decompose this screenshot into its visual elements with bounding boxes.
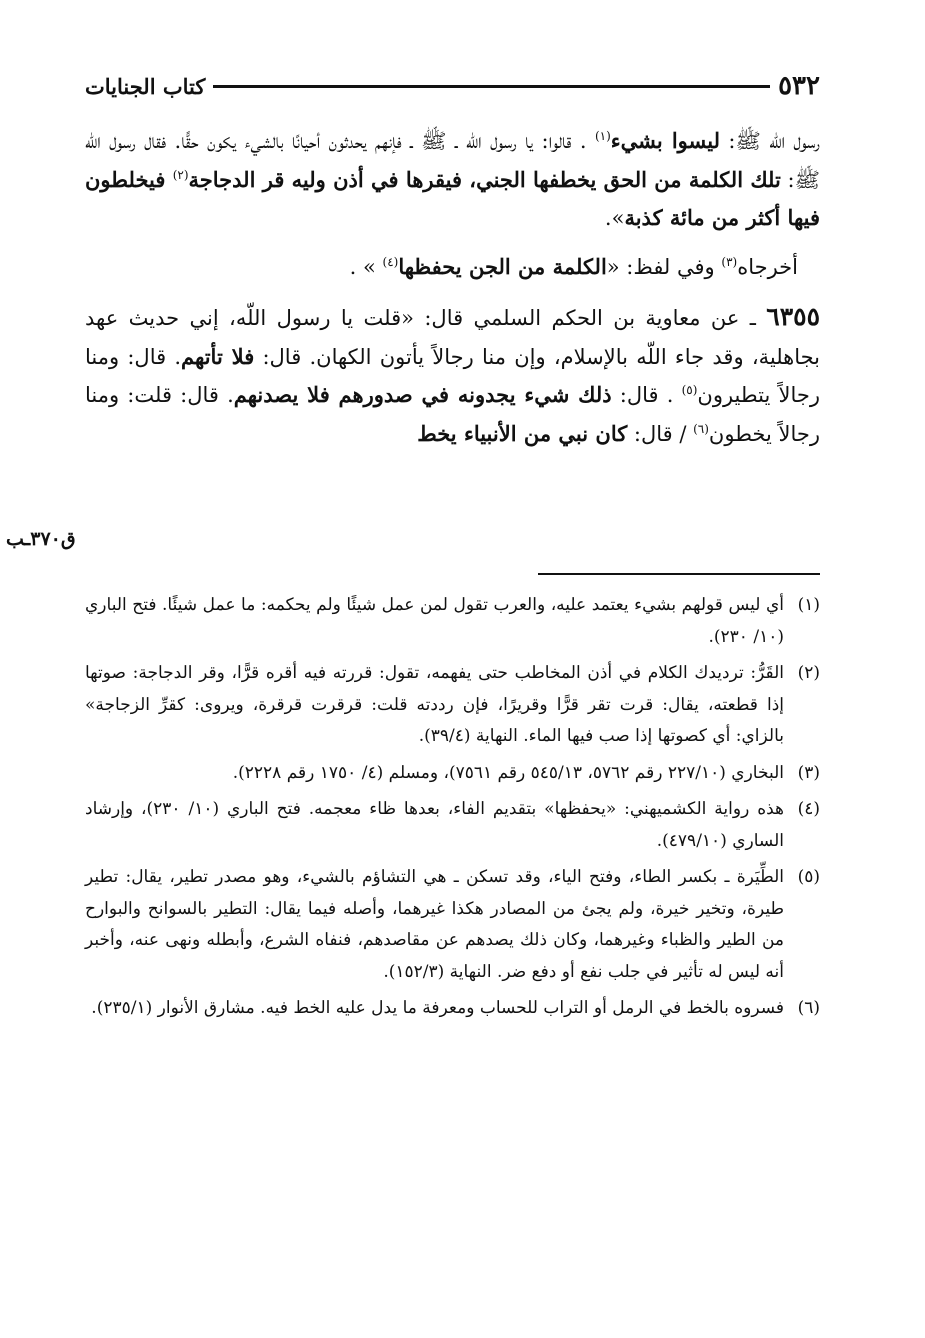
text-run: . قال: [611,383,682,407]
main-text [85,122,820,453]
text-run: / قال: [627,421,694,446]
footnote-text: القَرُّ: ترديدك الكلام في أذن المخاطب حتى يفهمه، تقول: قررته فيه أقره قرًّا، وقر الدجاجة: صوتها إذا قطعته، يقال: قرت تقر قرًّا وقريرًا، فإن رددته قلت: قرقرت قرقرة، ويروى: كقرِّ الزجاجة» بالزاي: أي كصوتها إذا صب فيها الماء. النهاية (٣٩/٤). [85,663,784,746]
footnote-number: (٣) [797,762,820,783]
text-run: وفي لفظ: « [606,254,722,279]
text-run: » . [349,254,383,279]
footnote [85,658,820,753]
paragraph-hadith-6355 [85,298,820,453]
text-run: . قالوا: يا رسول اللّه ـ ﷺ ـ فإنهم يحدثون أحيانًا بالشيء يكون حقًّا. فقال رسول اللّه ﷺ: [85,129,820,192]
footnote [85,758,820,790]
footnote-text: أي ليس قولهم بشيء يعتمد عليه، والعرب تقول لمن عمل شيئًا ولم يحكمه: ما عمل شيئًا. فتح الباري (١٠/ ٢٣٠). [85,595,784,647]
text-run: رسول اللّه ﷺ: [719,129,820,153]
footnote-text: هذه رواية الكشميهني: «يحفظها» بتقديم الفاء، بعدها ظاء معجمه. فتح الباري (١٠/ ٢٣٠)، وإرشاد الساري (٤٧٩/١٠). [85,799,784,851]
text-run: أخرجاه [737,254,798,279]
footnote-ref-5: (٥) [681,383,698,397]
manuscript-margin-note: ق٣٧٠ـب [6,528,76,550]
footnote-ref-4: (٤) [382,254,399,269]
bold-text: ذلك شيء يجدونه في صدورهم فلا يصدنهم [233,382,612,407]
footnote [85,794,820,857]
footnote-number: (٤) [797,799,820,819]
footnote-number: (١) [797,595,820,615]
bold-text: تلك الكلمة من الحق يخطفها الجني، فيقرها في أذن وليه قر الدجاجة [188,166,781,192]
footnotes [85,590,820,1030]
footnote-number: (٥) [797,867,820,887]
footnote-ref-3: (٣) [721,254,738,269]
footnote-text: البخاري (٢٢٧/١٠ رقم ٥٧٦٢، ٥٤٥/١٣ رقم ٧٥٦١)، ومسلم (٤/ ١٧٥٠ رقم ٢٢٢٨). [232,762,784,783]
bold-text: كان نبي من الأنبياء يخط [417,420,628,446]
book-title: كتاب الجنايات [85,73,206,99]
footnote [85,862,820,988]
paragraph-hadith-continuation [85,122,820,238]
footnote [85,993,820,1025]
footnote-number: (٢) [797,663,820,683]
text-run: . قال: قلت: ومنا رجالاً يخطون [85,383,820,446]
footnote-ref-2: (٢) [172,167,189,182]
paragraph-takhrij [85,248,820,287]
footnote-text: فسروه بالخط في الرمل أو التراب للحساب ومعرفة ما يدل عليه الخط فيه. مشارق الأنوار (٢٣٥/١). [91,998,784,1018]
hadith-number: ٦٣٥٥ [766,302,820,331]
text-run: ـ عن معاوية بن الحكم السلمي قال: «قلت يا رسول اللّه، إني حديث عهد بجاهلية، وقد جاء اللّه بالإسلام، وإن منا رجالاً يأتون الكهان. قال: [85,306,821,369]
page-number: ٥٣٢ [778,71,820,101]
footnote-text: الطِّيَرة ـ بكسر الطاء، وفتح الياء، وقد تسكن ـ هي التشاؤم بالشيء، وهو مصدر تطير، يقال: تطير طيرة، وتخير خيرة، ولم يجئ من المصادر هكذا غيرهما، وأصله فيما يقال: التطير بالسوانح والبوارح من الطير والظباء وغيرهما، وكان ذلك يصدهم عن مقاصدهم، فنفاه الشرع، وأبطله ونهى عنه، وأخبر أنه ليس له تأثير في جلب نفع أو دفع ضر. النهاية (١٥٢/٣). [85,867,784,982]
bold-text: الكلمة من الجن يحفظها [398,253,607,279]
page-header [85,70,820,102]
text-run: ». [604,206,625,230]
bold-text: فيخلطون فيها أكثر من مائة كذبة [85,166,820,230]
bold-text: فلا تأتهم [181,343,255,369]
header-rule [213,85,770,88]
footnote-number: (٦) [797,998,820,1018]
footnote [85,590,820,653]
footnote-separator [538,573,820,575]
footnote-ref-6: (٦) [693,421,709,436]
footnote-ref-1: (١) [594,129,611,143]
text-run: . قال: ومنا رجالاً يتطيرون [85,344,820,407]
bold-text: ليسوا بشيء [610,128,720,153]
